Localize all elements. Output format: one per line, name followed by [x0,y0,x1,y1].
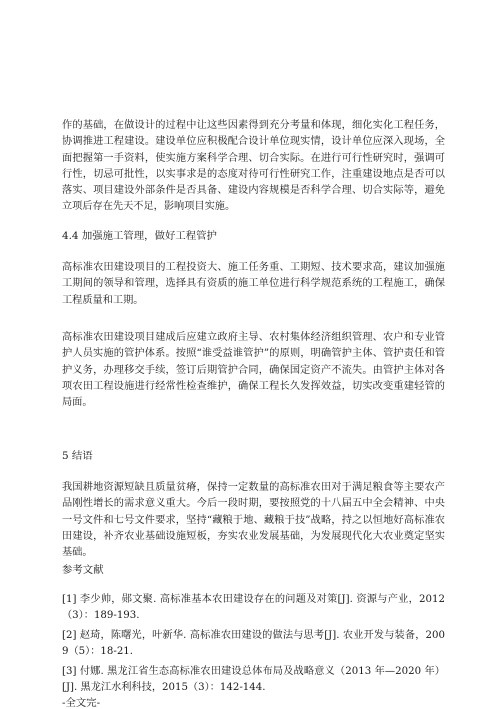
section-4-4-paragraph-b-block [62,330,445,411]
end-mark: -全文完- [62,697,101,709]
section-5-heading-block [62,448,445,464]
section-4-4-paragraph-a-block [62,260,445,309]
references-heading-block [62,562,445,578]
section-5-paragraph-block [62,480,445,561]
reference-3-block [62,664,445,697]
reference-item: [3] 付娜. 黑龙江省生态高标准农田建设总体布局及战略意义（2013 年—2020 年）[J]. 黑龙江水利科技，2015（3）：142-144. [62,666,445,694]
reference-1-block [62,592,445,625]
references-heading: 参考文献 [62,564,104,576]
section-4-4-heading-block [62,228,445,244]
section-4-4-paragraph-b: 高标准农田建设项目建成后应建立政府主导、农村集体经济组织管理、农户和专业管护人员实施的管护体系。按照“谁受益谁管护”的原则，明确管护主体、管护责任和管护义务，办理移交手续，签订后期管护合同，确保国定资产不流失。由管护主体对各项农田工程设施进行经常性检查维护，确保工程长久发挥效益，切实改变重建轻管的局面。 [62,332,445,409]
section-5-paragraph: 我国耕地资源短缺且质量贫瘠，保持一定数量的高标准农田对于满足粮食等主要农产品刚性增长的需求意义重大。今后一段时期，要按照党的十八届五中全会精神、中央一号文件和七号文件要求，坚持“藏粮于地、藏粮于技”战略，持之以恒地好高标准农田建设，补齐农业基础设施短板，夯实农业发展基础，为发展现代化大农业奠定坚实基础。 [62,482,445,559]
section-4-4-paragraph-a: 高标准农田建设项目的工程投资大、施工任务重、工期短、技术要求高，建议加强施工期间的领导和管理，选择具有资质的施工单位进行科学规范系统的工程施工，确保工程质量和工期。 [62,262,445,306]
intro-paragraph-block [62,118,445,216]
reference-item: [2] 赵琦，陈曙光，叶新华. 高标准农田建设的做法与思考[J]. 农业开发与装备，2009（5）：18-21. [62,630,445,658]
section-4-4-heading: 4.4 加强施工管理，做好工程管护 [62,230,217,242]
intro-paragraph: 作的基础，在做设计的过程中让这些因素得到充分考量和体现，细化实化工程任务，协调推进工程建设。建设单位应积极配合设计单位现实情，设计单位应深入现场，全面把握第一手资料，使实施方案科学合理、切合实际。在进行可行性研究时，强调可行性，切忌可批性，以实事求是的态度对待可行性研究工作，注重建设地点是否可以落实、项目建设外部条件是否具备、建设内容规模是否科学合理、切合实际等，避免立项后存在先天不足，影响项目实施。 [62,120,445,213]
reference-item: [1] 李少帅，郧文聚. 高标准基本农田建设存在的问题及对策[J]. 资源与产业，2012（3）：189-193. [62,594,445,622]
reference-2-block [62,628,445,661]
section-5-heading: 5 结语 [62,450,93,462]
